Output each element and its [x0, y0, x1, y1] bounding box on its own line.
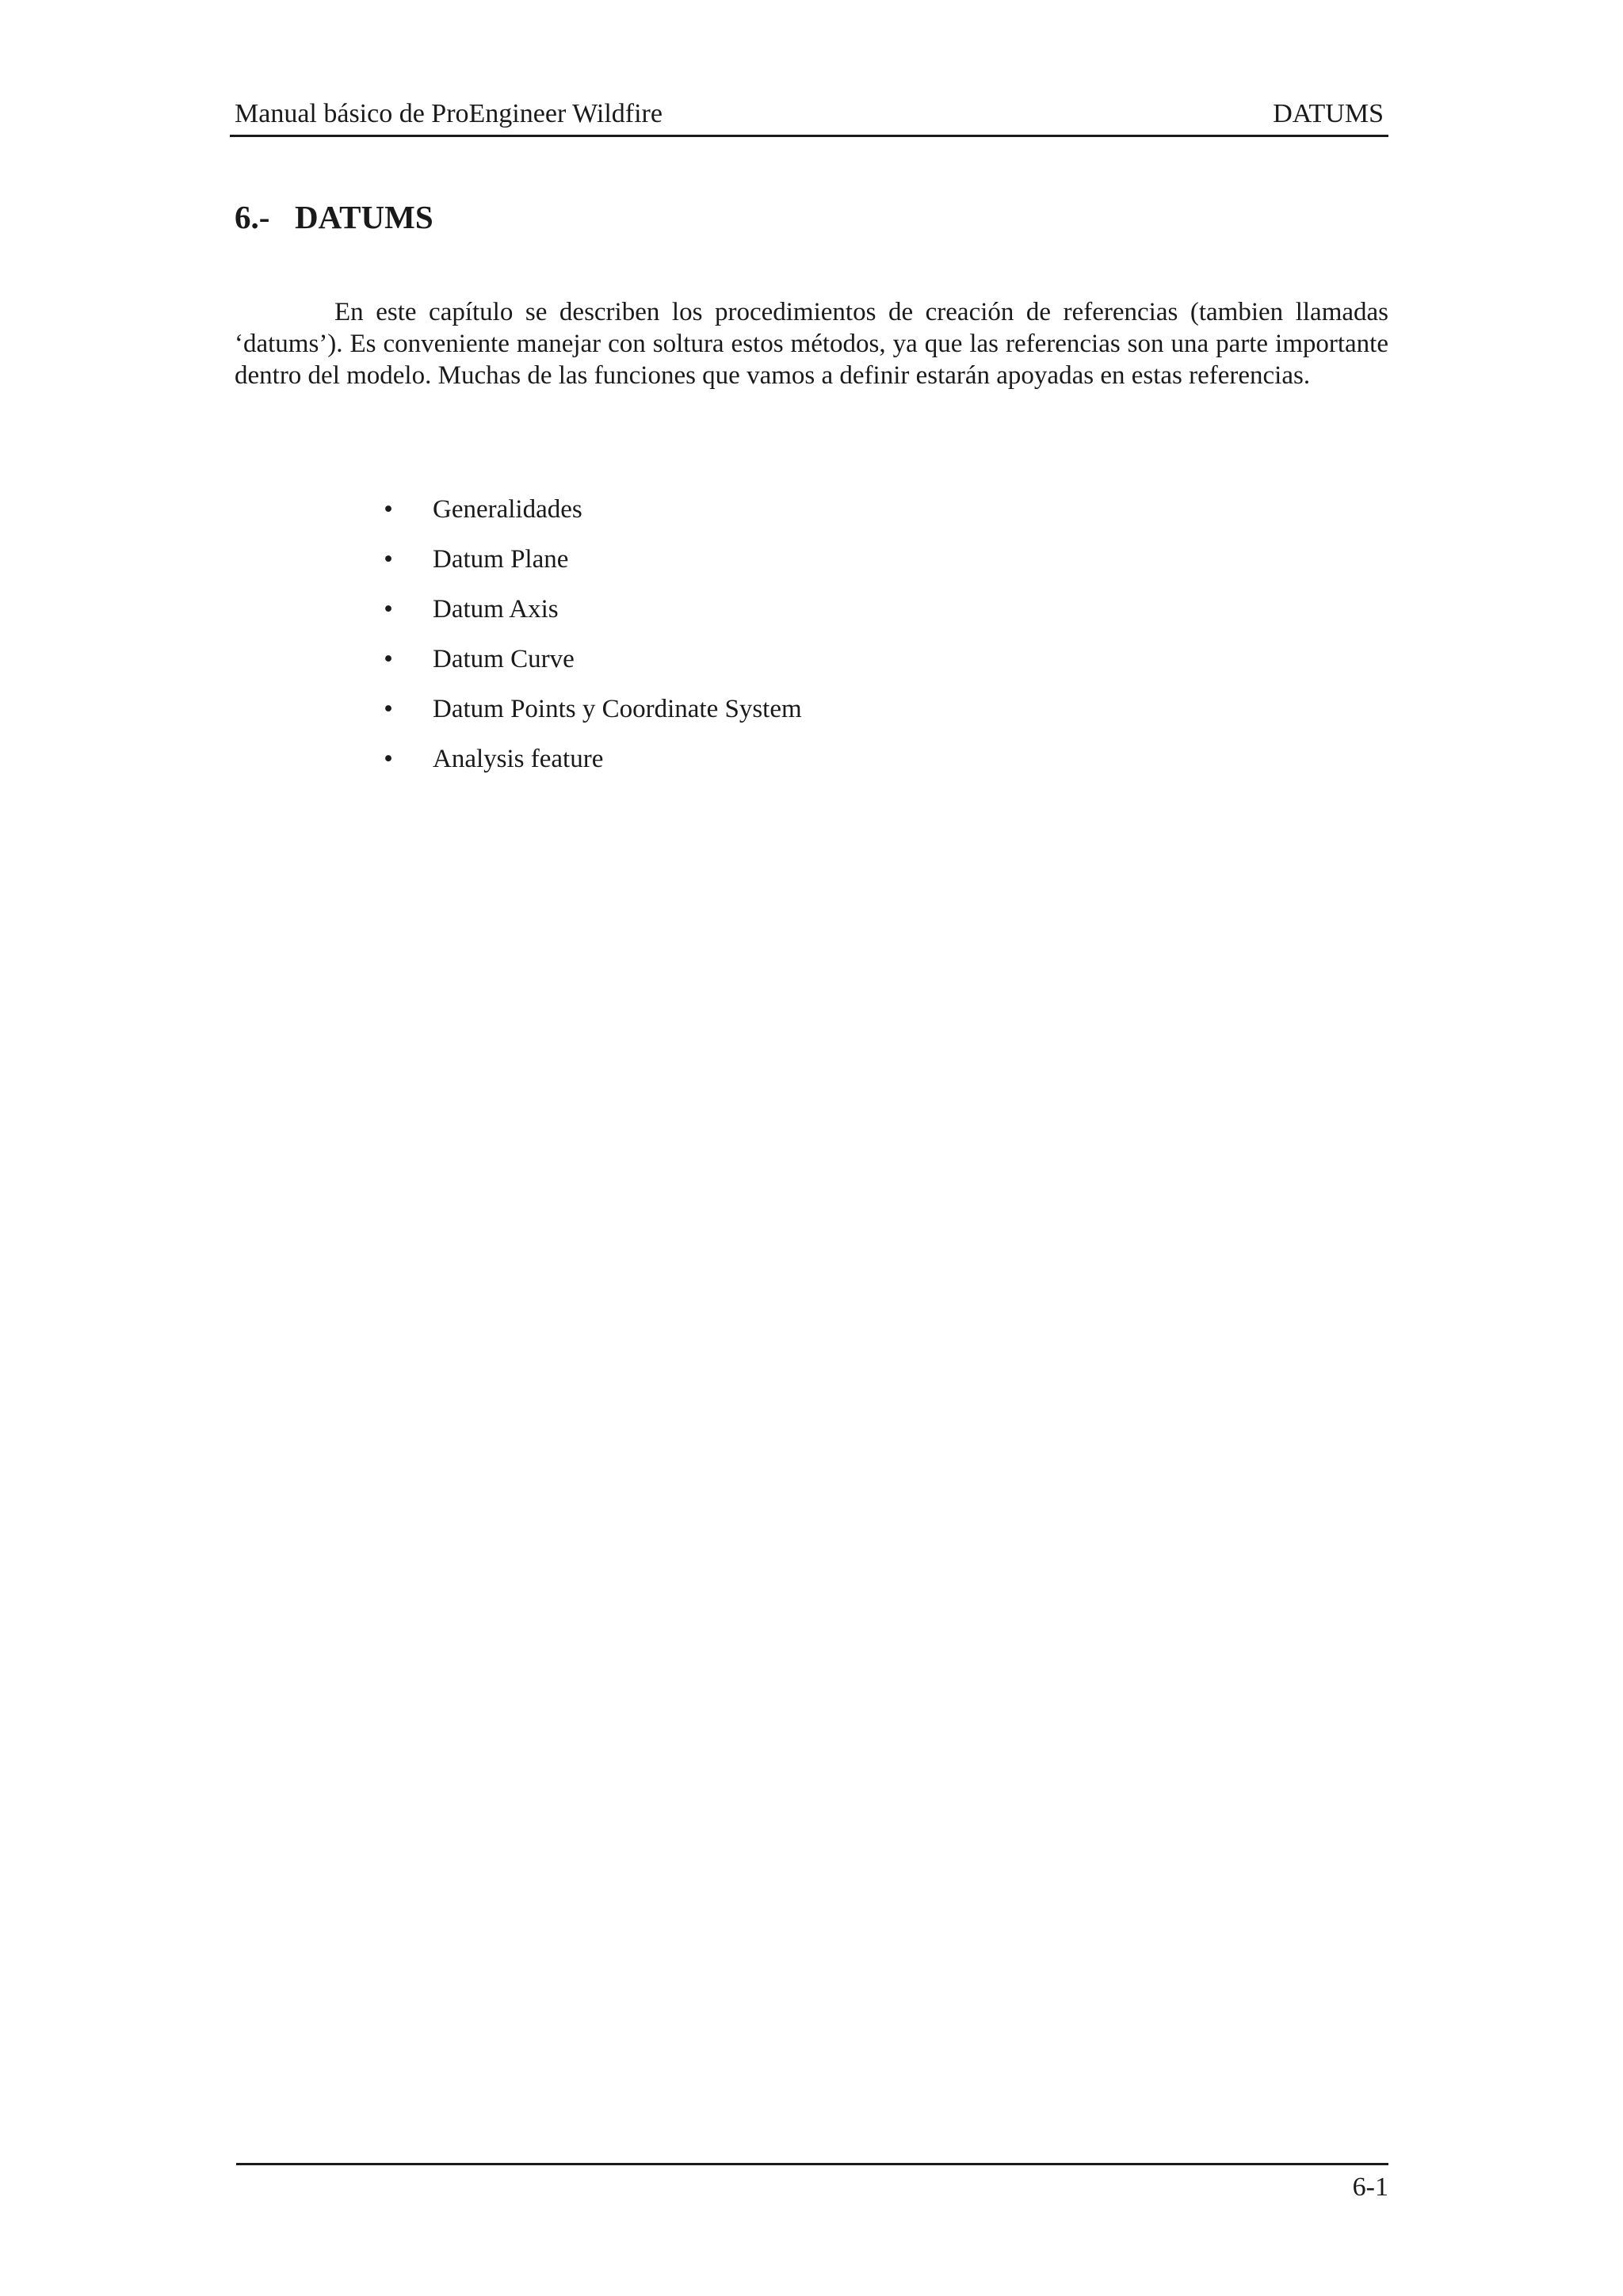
bullet-icon: • [384, 495, 393, 524]
list-item-text: Datum Curve [433, 645, 575, 673]
running-header [230, 93, 1388, 137]
list-item-text: Analysis feature [433, 745, 604, 773]
list-item [380, 535, 802, 585]
page-number: 6-1 [1352, 2172, 1388, 2202]
list-item-text: Datum Axis [433, 595, 559, 624]
chapter-title: DATUMS [295, 199, 433, 235]
bullet-icon: • [384, 645, 393, 673]
list-item [380, 635, 802, 685]
bullet-icon: • [384, 545, 393, 574]
chapter-number: 6.- [235, 199, 270, 235]
header-chapter-name: DATUMS [1273, 99, 1384, 128]
list-item [380, 585, 802, 635]
footer-divider [236, 2163, 1388, 2165]
list-item [380, 685, 802, 734]
bullet-icon: • [384, 695, 393, 723]
chapter-heading [235, 193, 433, 241]
list-item-text: Generalidades [433, 495, 582, 524]
bullet-icon: • [384, 745, 393, 773]
topic-list [380, 485, 802, 784]
list-item-text: Datum Plane [433, 545, 569, 574]
list-item-text: Datum Points y Coordinate System [433, 695, 802, 723]
intro-paragraph: En este capítulo se describen los procedimientos de creación de referencias (tambien llamadas ‘datums’). Es conveniente manejar con soltura estos métodos, ya que las referencias son una parte importante dentro del modelo. Muchas de las funciones que vamos a definir estarán apoyadas en estas referencias. [235, 298, 1388, 390]
bullet-icon: • [384, 595, 393, 624]
list-item [380, 485, 802, 535]
header-manual-title: Manual básico de ProEngineer Wildfire [235, 99, 663, 128]
list-item [380, 734, 802, 784]
